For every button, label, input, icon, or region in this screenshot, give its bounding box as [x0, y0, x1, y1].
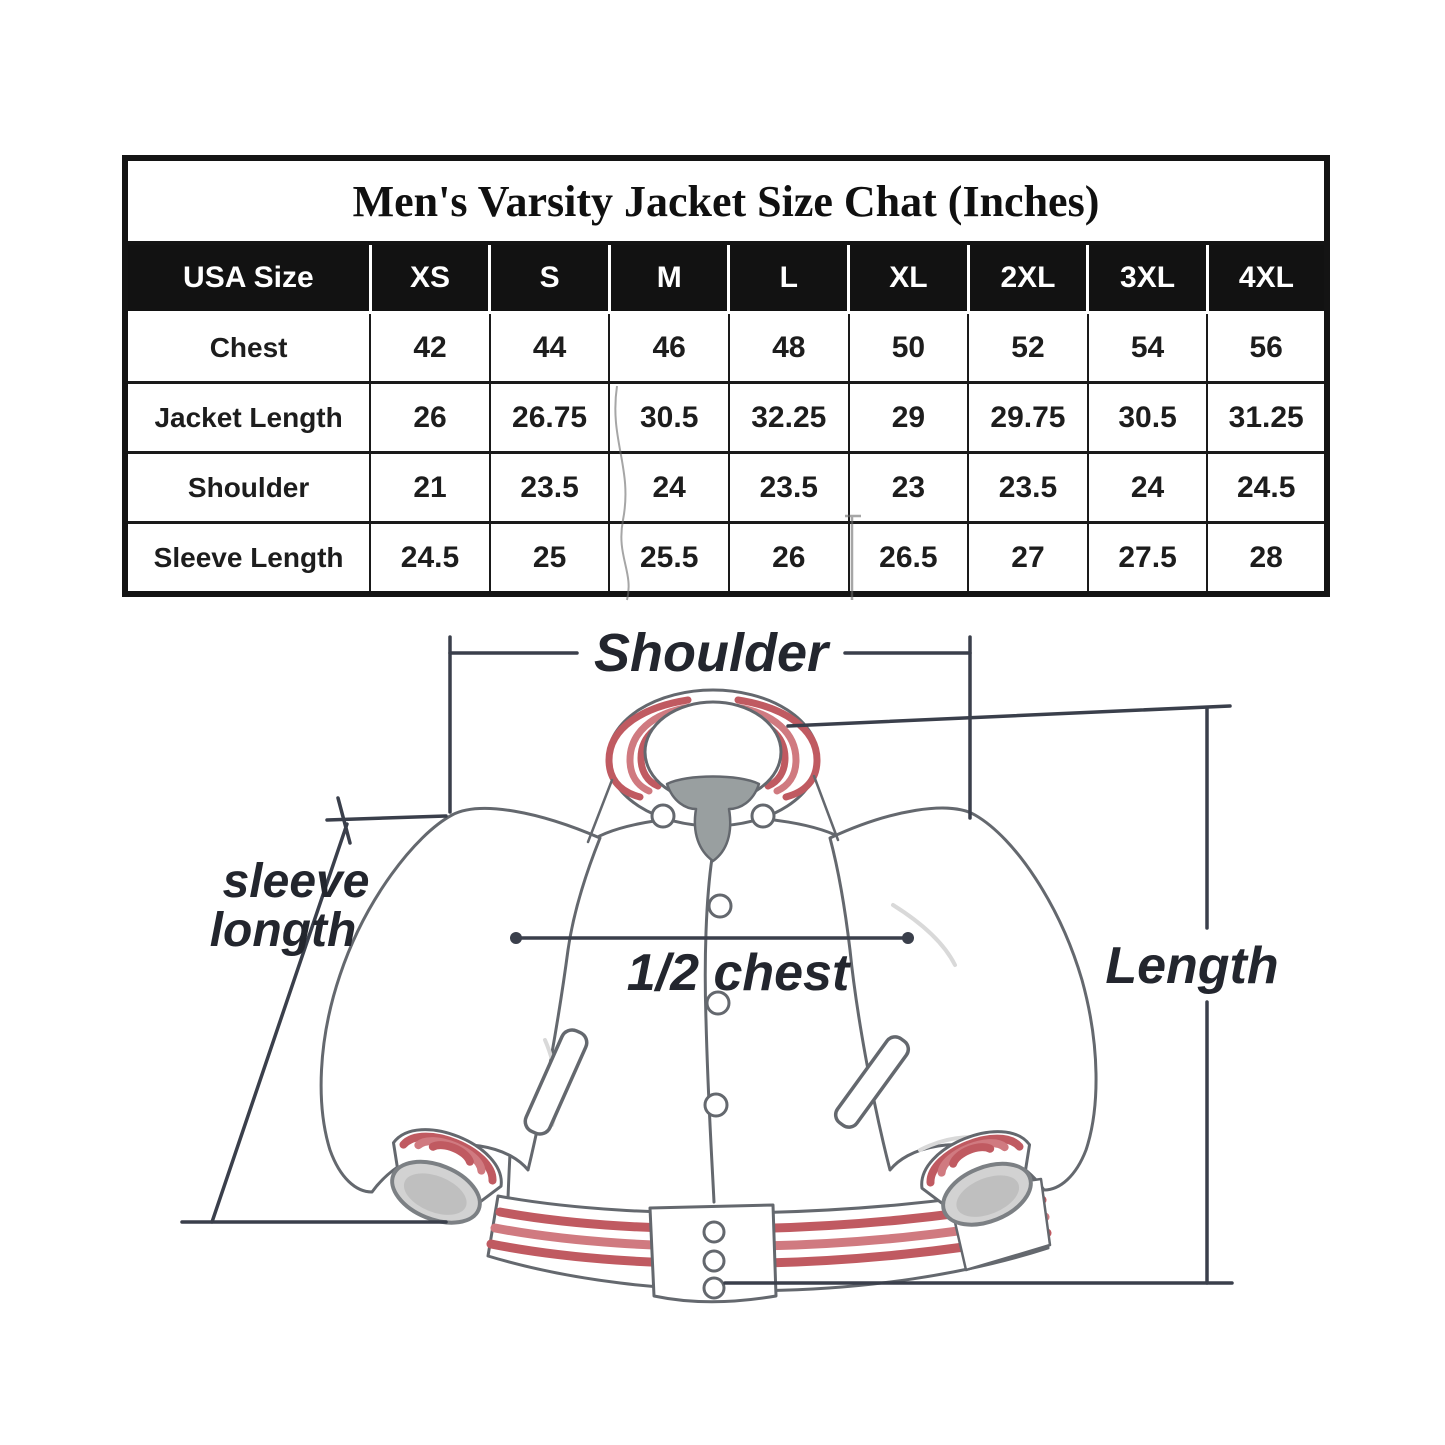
- collar-snap-right: [752, 805, 774, 827]
- row-label-shoulder: Shoulder: [125, 453, 370, 523]
- cell-sh-xl: 23: [849, 453, 969, 523]
- col-header-s: S: [490, 243, 610, 313]
- cell-sh-4xl: 24.5: [1207, 453, 1327, 523]
- col-header-xl: XL: [849, 243, 969, 313]
- col-header-usa-size: USA Size: [125, 243, 370, 313]
- sleeve-length-label-line2: longth: [209, 904, 357, 957]
- cell-chest-2xl: 52: [968, 313, 1088, 383]
- sleeve-length-label-line1: sleeve: [222, 855, 370, 908]
- cell-chest-xl: 50: [849, 313, 969, 383]
- cell-chest-s: 44: [490, 313, 610, 383]
- cell-sl-l: 26: [729, 523, 849, 595]
- row-label-chest: Chest: [125, 313, 370, 383]
- length-label: Length: [1105, 937, 1279, 995]
- cell-jl-xl: 29: [849, 383, 969, 453]
- cell-jl-l: 32.25: [729, 383, 849, 453]
- cell-chest-m: 46: [609, 313, 729, 383]
- col-header-xs: XS: [370, 243, 490, 313]
- cell-sl-s: 25: [490, 523, 610, 595]
- cell-jl-m: 30.5: [609, 383, 729, 453]
- col-header-2xl: 2XL: [968, 243, 1088, 313]
- cell-jl-4xl: 31.25: [1207, 383, 1327, 453]
- half-chest-label: 1/2 chest: [626, 944, 850, 1002]
- col-header-m: M: [609, 243, 729, 313]
- cell-jl-3xl: 30.5: [1088, 383, 1208, 453]
- cell-sh-s: 23.5: [490, 453, 610, 523]
- cell-sh-xs: 21: [370, 453, 490, 523]
- shoulder-dim-label: Shoulder: [593, 623, 829, 683]
- cell-sh-m: 24: [609, 453, 729, 523]
- cell-jl-2xl: 29.75: [968, 383, 1088, 453]
- cell-sh-3xl: 24: [1088, 453, 1208, 523]
- row-label-sleeve-length: Sleeve Length: [125, 523, 370, 595]
- row-label-jacket-length: Jacket Length: [125, 383, 370, 453]
- cell-jl-xs: 26: [370, 383, 490, 453]
- cell-sl-xs: 24.5: [370, 523, 490, 595]
- cell-sl-2xl: 27: [968, 523, 1088, 595]
- cell-chest-xs: 42: [370, 313, 490, 383]
- col-header-3xl: 3XL: [1088, 243, 1208, 313]
- cell-chest-l: 48: [729, 313, 849, 383]
- cell-sl-m: 25.5: [609, 523, 729, 595]
- cell-sh-2xl: 23.5: [968, 453, 1088, 523]
- cell-jl-s: 26.75: [490, 383, 610, 453]
- cell-sl-4xl: 28: [1207, 523, 1327, 595]
- length-top-ref-line: [788, 706, 1230, 726]
- cell-sl-3xl: 27.5: [1088, 523, 1208, 595]
- col-header-4xl: 4XL: [1207, 243, 1327, 313]
- cell-chest-3xl: 54: [1088, 313, 1208, 383]
- scan-artifacts: [615, 386, 861, 600]
- collar-snap-left: [652, 805, 674, 827]
- table-title: Men's Varsity Jacket Size Chat (Inches): [125, 158, 1327, 243]
- cell-sh-l: 23.5: [729, 453, 849, 523]
- cell-sl-xl: 26.5: [849, 523, 969, 595]
- col-header-l: L: [729, 243, 849, 313]
- cell-chest-4xl: 56: [1207, 313, 1327, 383]
